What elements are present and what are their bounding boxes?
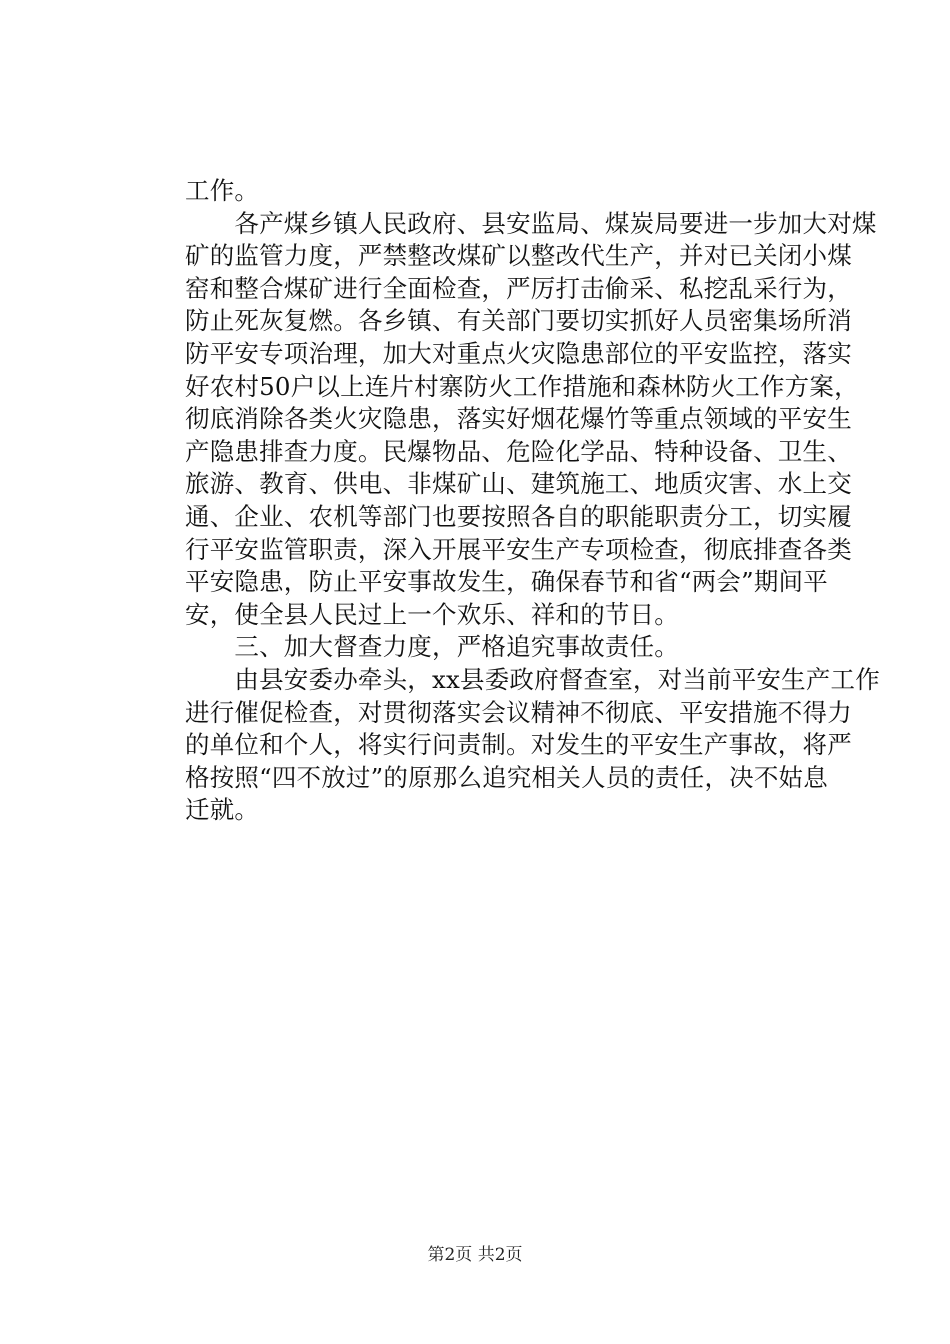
text-line: 由县安委办牵头，xx县委政府督查室，对当前平安生产工作 xyxy=(185,664,880,694)
body-text xyxy=(185,175,880,827)
text-line: 安，使全县人民过上一个欢乐、祥和的节日。 xyxy=(185,599,679,629)
text-line: 通、企业、农机等部门也要按照各自的职能职责分工，切实履 xyxy=(185,501,852,531)
text-line: 进行催促检查，对贯彻落实会议精神不彻底、平安措施不得力 xyxy=(185,697,852,727)
text-line: 的单位和个人，将实行问责制。对发生的平安生产事故，将严 xyxy=(185,730,852,760)
text-line: 产隐患排查力度。民爆物品、危险化学品、特种设备、卫生、 xyxy=(185,436,852,466)
text-line: 迁就。 xyxy=(185,795,260,825)
text-line: 防平安专项治理，加大对重点火灾隐患部位的平安监控，落实 xyxy=(185,338,852,368)
text-line: 好农村50户以上连片村寨防火工作措施和森林防火工作方案， xyxy=(185,371,859,401)
text-line: 防止死灰复燃。各乡镇、有关部门要切实抓好人员密集场所消 xyxy=(185,306,852,336)
text-line: 旅游、教育、供电、非煤矿山、建筑施工、地质灾害、水上交 xyxy=(185,469,852,499)
section-heading: 三、加大督查力度，严格追究事故责任。 xyxy=(185,632,679,662)
text-line: 格按照“四不放过”的原那么追究相关人员的责任，决不姑息 xyxy=(185,762,828,792)
text-line: 窑和整合煤矿进行全面检查，严厉打击偷采、私挖乱采行为， xyxy=(185,273,852,303)
text-line: 各产煤乡镇人民政府、县安监局、煤炭局要进一步加大对煤 xyxy=(185,208,877,238)
text-line: 彻底消除各类火灾隐患，落实好烟花爆竹等重点领域的平安生 xyxy=(185,404,852,434)
text-line: 工作。 xyxy=(185,176,260,205)
page-number-footer: 第2页 共2页 xyxy=(427,1245,523,1265)
text-line: 平安隐患，防止平安事故发生，确保春节和省“两会”期间平 xyxy=(185,567,828,597)
text-line: 行平安监管职责，深入开展平安生产专项检查，彻底排查各类 xyxy=(185,534,852,564)
text-line: 矿的监管力度，严禁整改煤矿以整改代生产，并对已关闭小煤 xyxy=(185,241,852,271)
